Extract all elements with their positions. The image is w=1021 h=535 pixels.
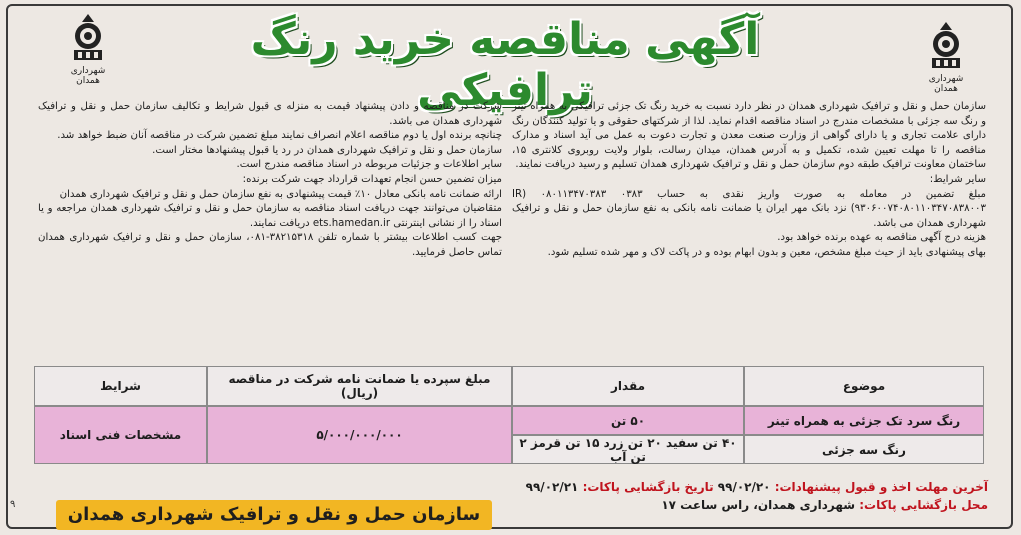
cell-qty-1: ۵۰ تن: [512, 406, 744, 435]
header-bond: مبلغ سپرده یا ضمانت نامه شرکت در مناقصه (ریال): [207, 366, 512, 406]
header-quantity: مقدار: [512, 366, 744, 406]
header-conditions: شرایط: [34, 366, 207, 406]
municipality-logo-left: [58, 12, 118, 92]
performance-heading: میزان تضمین حسن انجام تعهدات قرارداد جهت شرکت برنده:: [242, 173, 502, 185]
cell-subject-1: رنگ سرد تک جزئی به همراه تینر: [744, 406, 984, 435]
deadline-info: [500, 478, 988, 514]
cell-bond: ۵/۰۰۰/۰۰۰/۰۰۰: [207, 406, 512, 464]
place-line: [500, 496, 988, 514]
intro-paragraph: سازمان حمل و نقل و ترافیک شهرداری همدان در نظر دارد نسبت به خرید رنگ تک جزئی ترافیکی به همراه تینر و رنگ سه جزئی با مشخصات مندرج در اسناد مناقصه اقدام نماید. لذا از شرکتهای حقوقی و یا تولید کنندگان رنگ دارای علامت تجاری و یا دارای گواهی از وزارت صنعت معدن و تجارت دعوت به عمل می آید اسناد و مدارک مناقصه را تا مهلت تعیین شده، تکمیل و به آدرس همدان، میدان رسالت، بلوار ولایت روبروی کلانتری ۱۵، ساختمان معاونت ترافیک طبقه دوم سازمان حمل و نقل و ترافیک شهرداری همدان تسلیم و رسید دریافت نمایند.: [512, 101, 986, 171]
deadline-value: ۹۹/۰۲/۲۰: [717, 480, 771, 494]
deadline-label: آخرین مهلت اخذ و قبول پیشنهادات:: [774, 480, 988, 494]
logo-caption: شهرداری همدان: [70, 66, 106, 86]
notice-column-right: [512, 100, 986, 261]
ad-cost-paragraph: هزینه درج آگهی مناقصه به عهده برنده خواهد بود.: [777, 232, 986, 244]
documents-paragraph: سایر اطلاعات و جزئیات مربوطه در اسناد مناقصه مندرج است.: [236, 159, 502, 171]
opening-value: ۹۹/۰۲/۲۱: [525, 480, 579, 494]
notice-column-left: [38, 100, 502, 261]
website-paragraph: متقاضیان می‌توانند جهت دریافت اسناد مناقصه به سازمان حمل و نقل و ترافیک شهرداری همدان مراجعه و یا اسناد را از نشانی اینترنتی ets.hamedan.ir دریافت نمایند.: [38, 203, 502, 229]
organization-banner: سازمان حمل و نقل و ترافیک شهرداری همدان: [56, 500, 492, 530]
place-value: شهرداری همدان، راس ساعت ۱۷: [661, 498, 856, 512]
contact-paragraph: جهت کسب اطلاعات بیشتر با شماره تلفن ۳۸۲۱۵۳۱۸-۰۸۱، سازمان حمل و نقل و ترافیک شهرداری همدان تماس حاصل فرمایید.: [38, 232, 502, 258]
cell-subject-2: رنگ سه جزئی: [744, 435, 984, 464]
rejection-paragraph: سازمان حمل و نقل و ترافیک شهرداری همدان در رد یا قبول پیشنهادها مختار است.: [152, 144, 502, 156]
forfeit-paragraph: چنانچه برنده اول یا دوم مناقصه اعلام انصراف نمایند مبلغ تضمین شرکت در مناقصه آنان ضبط خواهد شد.: [57, 130, 502, 142]
tender-table: [34, 366, 984, 464]
price-paragraph: بهای پیشنهادی باید از حیث مبلغ مشخص، معین و بدون ابهام بوده و در پاکت لاک و مهر شده تسلیم شود.: [547, 246, 986, 258]
table-body: [34, 406, 984, 464]
table-header-row: [34, 366, 984, 406]
acceptance-paragraph: شرکت در مناقصه و دادن پیشنهاد قیمت به منزله ی قبول شرایط و تکالیف سازمان حمل و نقل و ترافیک شهرداری همدان می باشد.: [38, 101, 502, 127]
cell-qty-2: ۴۰ تن سفید ۲۰ تن زرد ۱۵ تن قرمز ۲ تن آب: [512, 435, 744, 464]
page-marker: ۹: [10, 499, 16, 510]
logo-caption: شهرداری همدان: [928, 74, 964, 94]
guarantee-paragraph: مبلغ تضمین در معامله به صورت واریز نقدی به حساب ۰۳۸۳ ۰۸۰۱۱۳۴۷۰۳۸۳ (IR ۹۳۰۶۰۰۷۴۰۸۰۱۱۰۳۴۷۰۸۳۸۰۰۳) نزد بانک مهر ایران یا ضمانت نامه بانکی به نفع سازمان حمل و نقل و ترافیک شهرداری همدان می باشد.: [512, 188, 986, 229]
cell-conditions: مشخصات فنی اسناد: [34, 406, 207, 464]
conditions-heading: سایر شرایط:: [929, 173, 986, 185]
emblem-icon: [922, 20, 970, 72]
page-title: آگهی مناقصه خرید رنگ ترافیکی: [250, 14, 760, 116]
place-label: محل بازگشایی پاکات:: [859, 498, 988, 512]
performance-paragraph: ارائه ضمانت نامه بانکی معادل ۱۰٪ قیمت پیشنهادی به نفع سازمان حمل و نقل و ترافیک شهرداری همدان: [59, 188, 502, 200]
municipality-logo-right: [916, 20, 976, 100]
opening-label: تاریخ بازگشایی پاکات:: [582, 480, 714, 494]
deadline-line: [500, 478, 988, 496]
emblem-icon: [64, 12, 112, 64]
header-subject: موضوع: [744, 366, 984, 406]
